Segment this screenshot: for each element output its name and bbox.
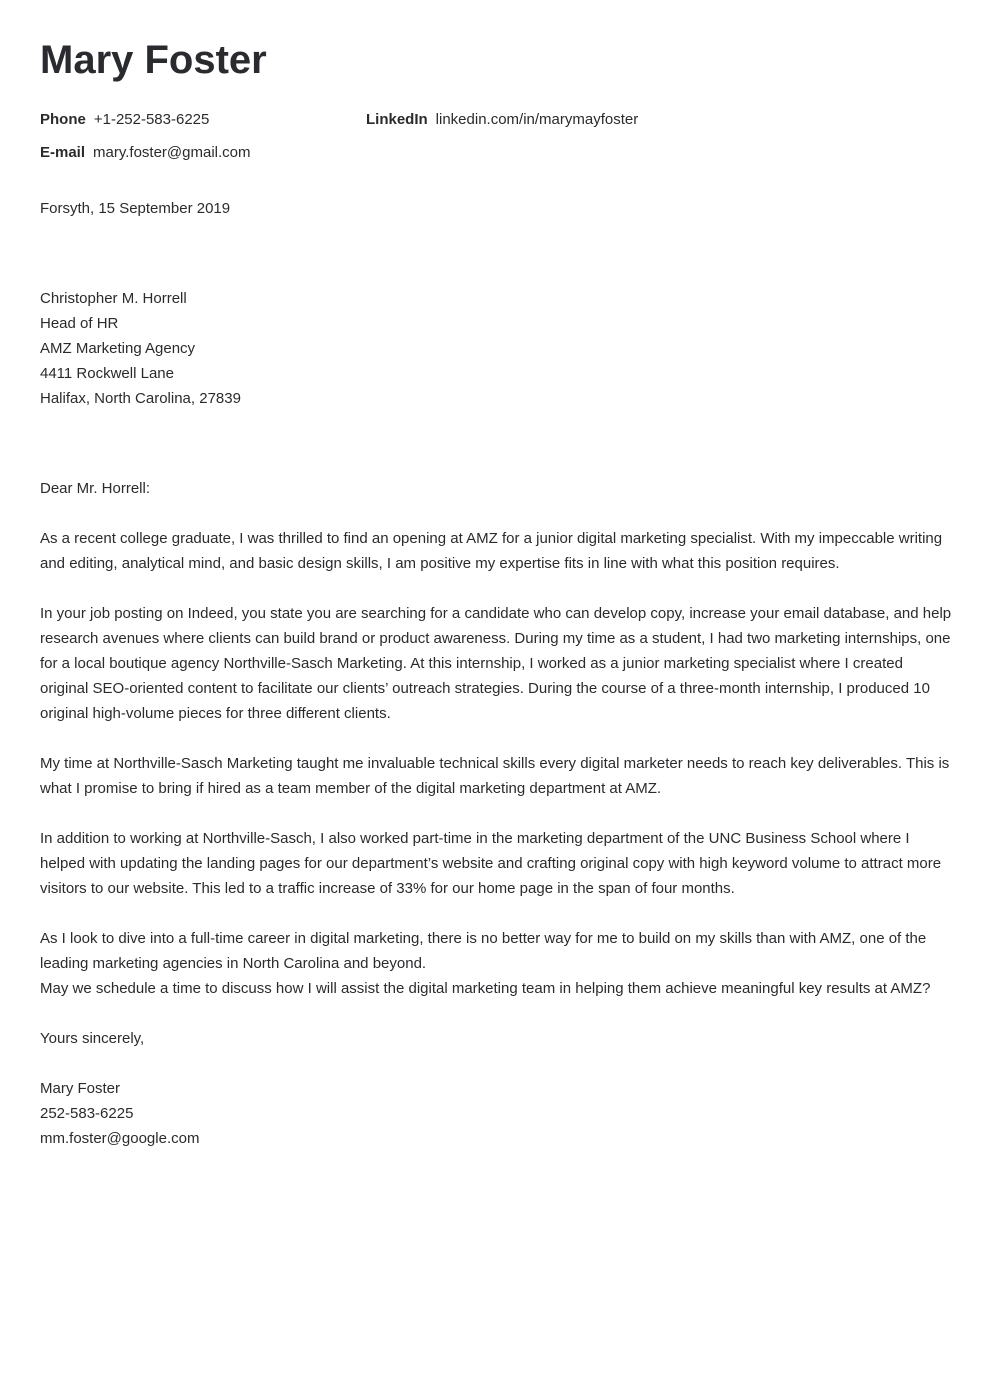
body-paragraph: As I look to dive into a full-time career in digital marketing, there is no better way for me to build on my skills than with AMZ, one of the leading marketing agencies in North Carolina and beyond. bbox=[40, 930, 927, 972]
letter-date: Forsyth, 15 September 2019 bbox=[40, 200, 231, 217]
body-paragraph: In your job posting on Indeed, you state you are searching for a candidate who can develop copy, increase your email database, and help research avenues where clients can build brand or product awareness. During my time as a student, I had two marketing internships, one for a local boutique agency Northville-Sasch Marketing. At this internship, I worked as a junior marketing specialist where I created original SEO-oriented content to facilitate our clients’ outreach strategies. During the course of a three-month internship, I produced 10 original high-volume pieces for three different clients. bbox=[40, 605, 952, 722]
recipient-city: Halifax, North Carolina, 27839 bbox=[40, 390, 241, 407]
linkedin-value: linkedin.com/in/marymayfoster bbox=[435, 111, 639, 128]
email-value: mary.foster@gmail.com bbox=[93, 144, 251, 161]
phone-value: +1-252-583-6225 bbox=[93, 111, 210, 128]
body-paragraph: In addition to working at Northville-Sasch, I also worked part-time in the marketing department of the UNC Business School where I helped with updating the landing pages for our department’s website and crafting original copy with high keyword volume to attract more visitors to our website. This led to a traffic increase of 33% for our home page in the span of four months. bbox=[40, 830, 942, 897]
applicant-name: Mary Foster bbox=[40, 38, 267, 82]
contact-linkedin bbox=[366, 110, 638, 130]
letter-body bbox=[40, 526, 952, 1026]
contact-phone bbox=[40, 110, 209, 130]
salutation: Dear Mr. Horrell: bbox=[40, 480, 151, 497]
contact-email bbox=[40, 143, 251, 163]
recipient-block bbox=[40, 286, 952, 411]
body-paragraph: My time at Northville-Sasch Marketing taught me invaluable technical skills every digital marketer needs to reach key deliverables. This is what I promise to bring if hired as a team member of the digital marketing department at AMZ. bbox=[40, 755, 950, 797]
signature-block bbox=[40, 1076, 952, 1151]
recipient-name: Christopher M. Horrell bbox=[40, 290, 187, 307]
recipient-title: Head of HR bbox=[40, 315, 119, 332]
email-label: E-mail bbox=[40, 144, 86, 161]
recipient-company: AMZ Marketing Agency bbox=[40, 340, 196, 357]
signature-phone: 252-583-6225 bbox=[40, 1105, 134, 1122]
phone-label: Phone bbox=[40, 111, 86, 128]
signature-name: Mary Foster bbox=[40, 1080, 121, 1097]
signature-email: mm.foster@google.com bbox=[40, 1130, 200, 1147]
linkedin-label: LinkedIn bbox=[366, 111, 428, 128]
closing: Yours sincerely, bbox=[40, 1030, 145, 1047]
body-paragraph: As a recent college graduate, I was thrilled to find an opening at AMZ for a junior digital marketing specialist. With my impeccable writing and editing, analytical mind, and basic design skills, I am positive my expertise fits in line with what this position requires. bbox=[40, 530, 943, 572]
body-paragraph: May we schedule a time to discuss how I will assist the digital marketing team in helping them achieve meaningful key results at AMZ? bbox=[40, 980, 931, 997]
recipient-street: 4411 Rockwell Lane bbox=[40, 365, 174, 382]
